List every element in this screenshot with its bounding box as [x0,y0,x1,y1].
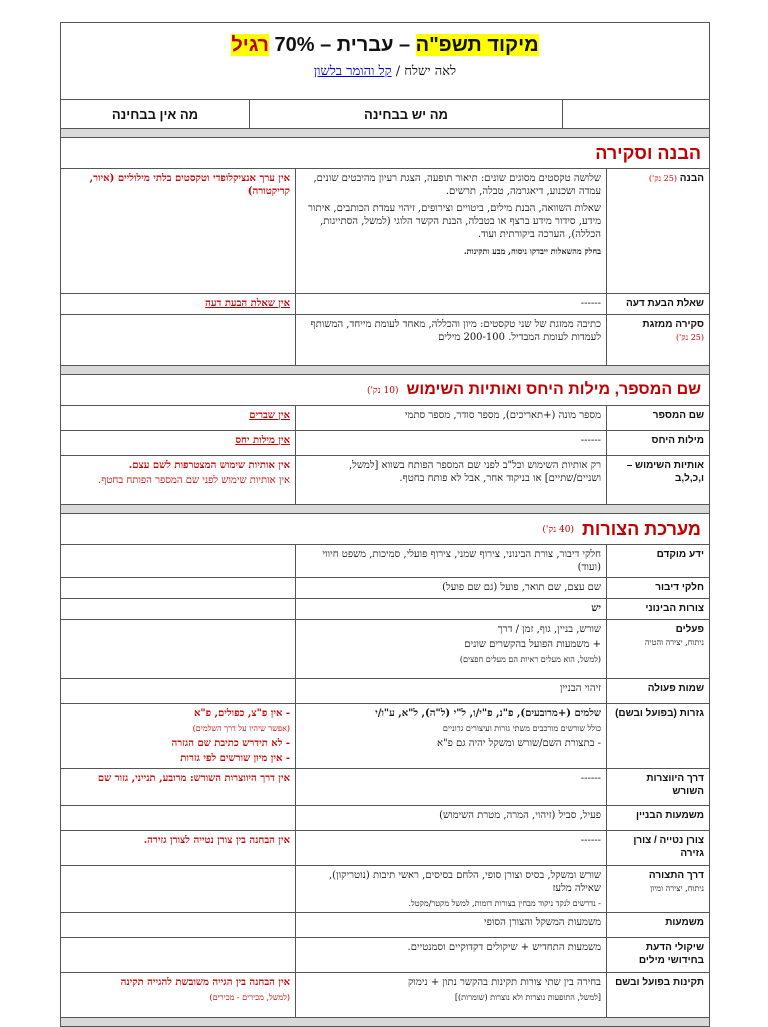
cell-no [61,620,295,678]
row-letters [61,456,709,505]
cell-yes: יש [295,599,607,619]
cell-no: אין אותיות שימוש המצטרפות לשם עצם. [128,460,290,471]
cell-no: - אין מיון שורשים לפי גזרות [180,753,290,764]
row-participle [61,599,709,620]
cell-yes: שם עצם, שם תואר, פועל (גם שם פועל) [295,578,607,598]
row-coining-considerations [61,938,709,973]
row-label: דרך היווצרות השורש [646,773,704,797]
row-label: חלקי דיבור [655,582,704,593]
row-label: משמעות הבניין [635,810,704,821]
row-binyan-meaning [61,806,709,831]
column-no: מה אין בבחינה [111,106,199,122]
section-number [61,375,709,406]
cell-no: אין הבחנה בין צורן נטייה לצורן גזירה. [143,835,290,846]
row-points: (25 נק') [648,174,677,183]
row-correctness [61,973,709,1018]
cell-no: - אין פ"צ, כפולים, פ"א [193,708,290,719]
cell-no [61,913,295,937]
cell-no [61,806,295,830]
row-points: (25 נק') [675,333,704,342]
row-label: אותיות השימוש – ו,כ,ל,ב [626,460,704,484]
cell-no: אין שאלת הבעת דעה [205,298,290,309]
cell-text: - נדרשים לנקד ניקוד מבחין בצורות דומות, למשל מקטר/מקטל. [408,899,601,908]
row-label: מילות היחס [651,435,704,446]
author-link[interactable]: קל והומר בלשון [313,64,392,79]
cell-no: אין אותיות שימוש לפני שם המספר הפותח בחטף. [98,475,290,486]
cell-yes: כתיבה ממזגת של שני טקסטים: מיון והכללה, מאחד לעומת מייחד, המשותף לעמדות לעומת המבדיל. 200-100 מילים [295,315,607,365]
cell-text: שורש ומשקל, בסיס וצורן סופי, הלחם בסיסים, ראשי תיבות (נוטריקון), שאילה מלעז [328,870,601,894]
cell-no [61,679,295,703]
cell-text: (למשל, הוא מעלים ראיות הם מעלים חפצים) [459,655,601,664]
section-title: הבנה וסקירה [595,142,701,163]
cell-text: [למשל, התופעות נוצרות ולא נוצרות (שומרות)] [454,993,601,1002]
row-formation-method [61,866,709,913]
cell-yes: זיהוי הבניין [295,679,607,703]
row-root-formation [61,769,709,806]
row-morpheme [61,831,709,866]
row-label: צורות הבינוני [645,603,704,614]
cell-yes: פעיל, סביל (זיהוי, המרה, מטרת השימוש) [295,806,607,830]
row-label: פעלים [675,624,704,635]
cell-no: אין שברים [249,410,290,421]
cell-yes: ------ [295,831,607,865]
title-part1: מיקוד תשפ"ה [415,34,539,56]
cell-text: - בתצורת השם/שורש ומשקל יהיה גם פ"א [437,738,601,749]
cell-no [61,315,295,365]
cell-no [61,938,295,972]
cell-no: אין הבחנה בין הגייה משובשת להגייה תקינה [120,977,290,988]
row-label: סקירה ממזגת [642,319,704,330]
row-label: משמעות [665,917,704,928]
divider [61,505,709,514]
divider [61,129,709,138]
cell-no: (אפשר שיהיו על דרך השלמים) [192,724,290,733]
row-sublabel: ניתוח, יצירה והטיה [644,638,704,647]
cell-no: - לא תידרש כתיבת שם הגזרה [171,738,290,749]
cell-yes: ------ [295,431,607,455]
document-page [60,22,710,1027]
row-label: דרך התצורה [648,870,704,881]
cell-yes: משמעות המשקל והצורן הסופי [295,913,607,937]
divider [61,1018,709,1026]
divider [61,366,709,375]
row-opinion [61,294,709,315]
section-comprehension [61,138,709,169]
cell-text: + משמעות הפועל בהקשרים שונים [464,639,601,650]
row-label: שמות פעולה [647,683,704,694]
row-verbs [61,620,709,679]
cell-no [61,545,295,577]
section-morphology [61,514,709,545]
author-name: לאה ישלח [404,64,457,79]
header [61,33,709,100]
section-title: מערכת הצורות [581,518,701,539]
cell-no [61,599,295,619]
cell-yes: משמעות התחדיש + שיקולים דקדוקיים וסמנטיים. [295,938,607,972]
row-prepositions [61,431,709,456]
cell-text: כולל שורשים מורכבים משתי גזרות ועיצורים גרוניים [442,724,601,733]
row-action-nouns [61,679,709,704]
cell-yes: ------ [295,294,607,314]
title-part2: – עברית – 70% [268,34,416,56]
row-label: שיקולי הדעת בחידושי מילים [638,942,704,966]
row-label: ידע מוקדם [656,549,704,560]
column-headers [61,100,709,129]
cell-yes: מספר מונה (+תאריכים), מספר סודר, מספר סתמי [295,406,607,430]
row-label: צורן נטייה / צורן גזירה [633,835,704,859]
column-yes: מה יש בבחינה [249,100,563,128]
row-meaning [61,913,709,938]
cell-no [61,866,295,912]
row-prior-knowledge [61,545,709,578]
cell-yes: ------ [295,769,607,805]
section-points: (40 נק') [542,524,574,535]
cell-text: בחלק מהשאלות ייבדקו ניסוח, מבע ותקינות. [463,246,601,256]
section-points: (10 נק') [366,385,399,396]
row-label: גזרות (בפועל ובשם) [615,708,704,719]
cell-no: אין דרך היווצרות השורש: מרובע, תנייני, גזור שם [97,773,290,784]
row-label: תקינות בפועל ובשם [615,977,704,988]
row-number [61,406,709,431]
title-part3: רגיל [231,34,269,56]
cell-no [61,578,295,598]
cell-no: אין ערך אנציקלופדי וטקסטים בלתי מילוליים (איור, קריקטורה) [89,173,290,197]
row-label: הבנה [679,173,704,184]
author-line [61,63,709,79]
row-mixed-review [61,315,709,366]
cell-no: (למשל, מכירים - מכירים) [209,993,290,1002]
row-label: שאלת הבעת דעה [625,298,704,309]
row-roots [61,704,709,769]
row-parts-of-speech [61,578,709,599]
cell-yes: רק אותיות השימוש וכל"ב לפני שם המספר הפותח בשווא [למשל, ושניים/שתיים] או בניקוד אחר, אבל לא פותח בחטף. [295,456,607,504]
cell-yes: חלקי דיבור, צורת הבינוני, צירוף שמני, צירוף פועלי, סמיכות, משפט חיווי (ועוד) [295,545,607,577]
row-label: שם המספר [652,410,704,421]
row-comprehension [61,169,709,294]
cell-no: אין מילות יחס [235,435,290,446]
cell-text: שאלות השוואה, הבנת מילים, ביטויים וצירופים, זיהוי עמדת הכותבים, איתור מידע, סידור מידע ברצף או בטבלה, הבנת הקשר הלוגי (למשל, הסתייגות, הכללה), הערכה ביקורתית ועוד. [308,203,601,240]
page-title [61,33,709,57]
cell-text: שלמים (+מרובעים), פ"נ, פ"י/ו, ל"י (ל"ה), ל"א, ע"ו/י [375,708,601,719]
cell-text: שורש, בניין, גוף, זמן / דרך [497,624,601,635]
section-title: שם המספר, מילות היחס ואותיות השימוש [406,381,701,398]
row-sublabel: ניתוח, יצירה ומיון [650,884,704,893]
cell-text: בחירה בין שתי צורות תקינות בהקשר נתון + נימוק [407,977,601,988]
cell-text: שלושה טקסטים מסוגים שונים: תיאור תופעה, הצגת רעיון מהיבטים שונים, עמדה ושכנוע, דיאגרמה, טבלה, תרשים. [313,173,601,197]
separator: / [391,64,405,79]
